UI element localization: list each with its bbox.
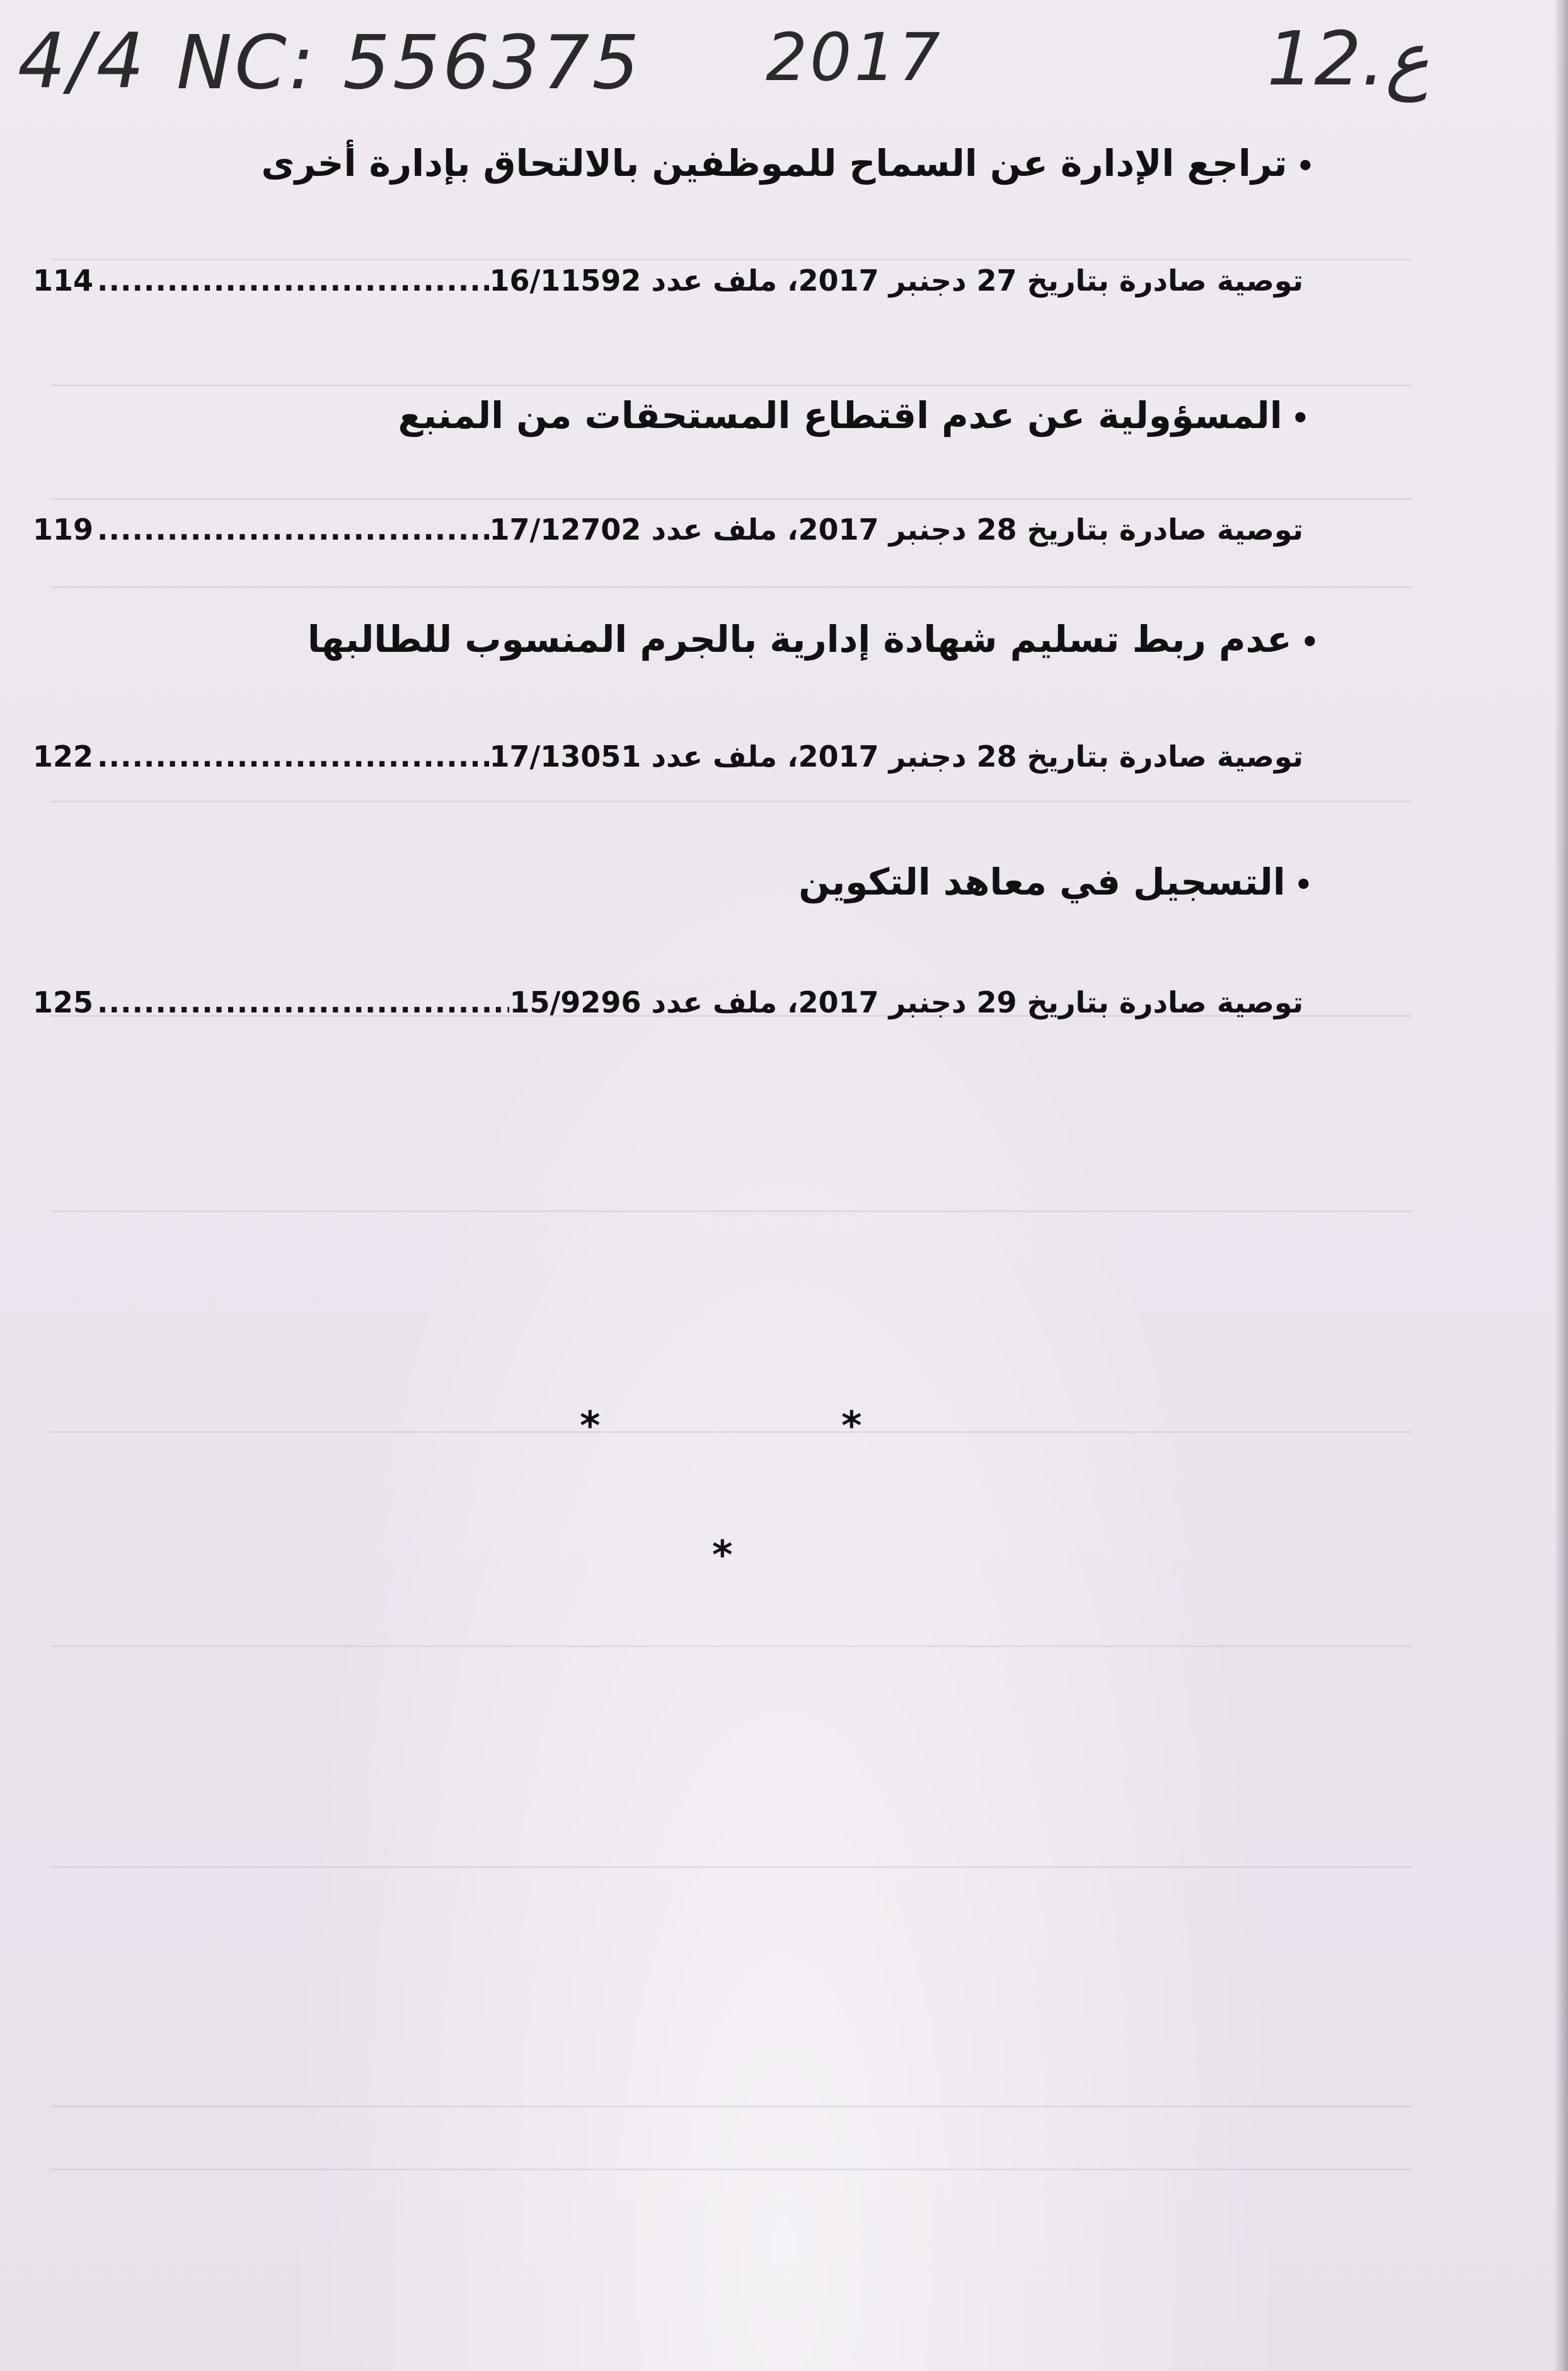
toc-recommendation-row — [33, 734, 1303, 779]
toc-heading-text: التسجيل في معاهد التكوين — [798, 861, 1286, 903]
leader-dots — [97, 739, 489, 774]
toc-heading-text: المسؤولية عن عدم اقتطاع المستحقات من المنبع — [398, 394, 1283, 437]
handwritten-code: 12.ع — [1267, 15, 1430, 102]
leader-dots — [97, 264, 489, 298]
toc-recommendation-row — [33, 258, 1303, 303]
toc-recommendation-text: توصية صادرة بتاريخ 28 دجنبر 2017، ملف عدد 17/12702 — [489, 513, 1303, 547]
bullet-icon: • — [1300, 624, 1319, 659]
toc-recommendation-text: توصية صادرة بتاريخ 28 دجنبر 2017، ملف عدد 17/13051 — [489, 739, 1303, 774]
separator-asterisk: * — [712, 1532, 733, 1578]
toc-heading — [798, 861, 1313, 903]
toc-heading — [261, 142, 1315, 185]
page-edge-shadow — [1554, 0, 1568, 2371]
toc-page-number: 122 — [33, 739, 94, 774]
toc-page-number: 125 — [33, 985, 94, 1019]
separator-asterisk: * — [841, 1403, 862, 1449]
leader-dots — [97, 985, 509, 1019]
toc-recommendation-text: توصية صادرة بتاريخ 27 دجنبر 2017، ملف عدد 16/11592 — [489, 264, 1303, 298]
handwritten-fraction: 4/4 — [18, 18, 147, 105]
handwritten-year: 2017 — [766, 19, 943, 96]
toc-heading — [308, 618, 1319, 661]
bullet-icon: • — [1296, 148, 1315, 183]
leader-dots — [97, 513, 489, 547]
toc-page-number: 119 — [33, 513, 94, 547]
handwritten-reference: NC: 556375 — [176, 19, 642, 106]
toc-recommendation-text: توصية صادرة بتاريخ 29 دجنبر 2017، ملف عدد 15/9296 — [509, 985, 1303, 1019]
toc-recommendation-row — [33, 980, 1303, 1024]
bullet-icon: • — [1291, 400, 1310, 435]
toc-heading — [398, 394, 1310, 437]
bullet-icon: • — [1294, 867, 1313, 901]
toc-page-number: 114 — [33, 264, 94, 298]
toc-heading-text: عدم ربط تسليم شهادة إدارية بالجرم المنسوب للطالبها — [307, 618, 1292, 661]
toc-heading-text: تراجع الإدارة عن السماح للموظفين بالالتحاق بإدارة أخرى — [261, 142, 1288, 185]
separator-asterisk: * — [580, 1403, 601, 1449]
toc-recommendation-row — [33, 507, 1303, 552]
